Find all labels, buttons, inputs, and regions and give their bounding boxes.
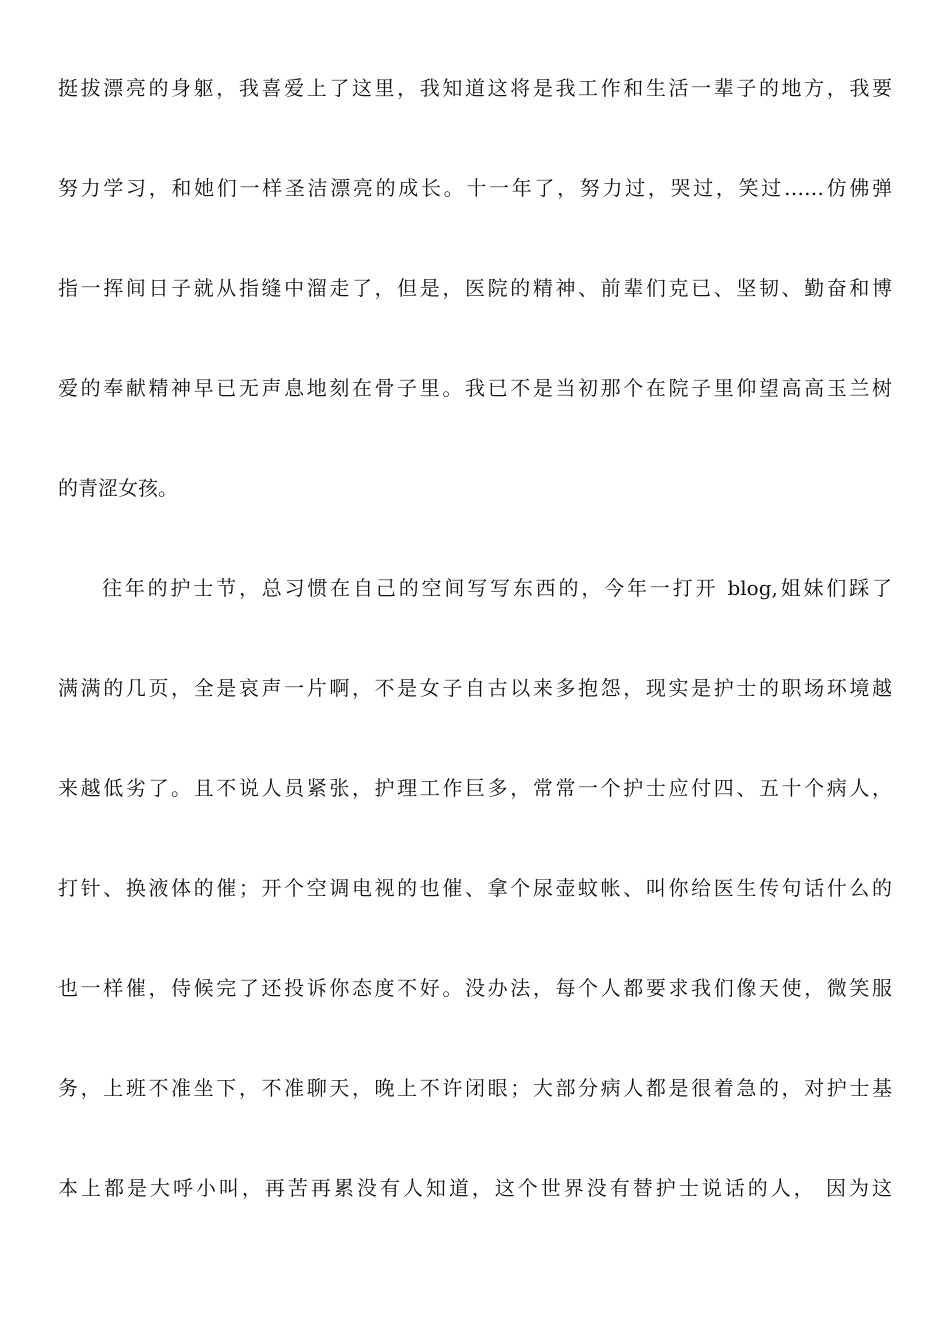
paragraph-1-line-5: 的青涩女孩。 — [58, 476, 178, 500]
paragraph-2-line-3: 来越低劣了。且不说人员紧张，护理工作巨多，常常一个护士应付四、五十个病人， — [58, 776, 892, 800]
paragraph-1-line-1: 挺拔漂亮的身躯，我喜爱上了这里，我知道这将是我工作和生活一辈子的地方，我要 — [58, 76, 892, 100]
paragraph-1-line-4: 爱的奉献精神早已无声息地刻在骨子里。我已不是当初那个在院子里仰望高高玉兰树 — [58, 376, 892, 400]
paragraph-2-line-2: 满满的几页，全是哀声一片啊，不是女子自古以来多抱怨，现实是护士的职场环境越 — [58, 676, 892, 700]
paragraph-2-line-1: 往年的护士节，总习惯在自己的空间写写东西的，今年一打开 blog,姐妹们踩了 — [102, 576, 892, 600]
paragraph-2-line-7: 本上都是大呼小叫，再苦再累没有人知道，这个世界没有替护士说话的人， 因为这 — [58, 1176, 892, 1200]
paragraph-2-line-5: 也一样催，侍候完了还投诉你态度不好。没办法，每个人都要求我们像天使，微笑服 — [58, 976, 892, 1000]
paragraph-2-line-6: 务，上班不准坐下，不准聊天，晚上不许闭眼；大部分病人都是很着急的，对护士基 — [58, 1076, 892, 1100]
paragraph-1-line-3: 指一挥间日子就从指缝中溜走了，但是，医院的精神、前辈们克已、坚韧、勤奋和博 — [58, 276, 892, 300]
paragraph-2-line-4: 打针、换液体的催；开个空调电视的也催、拿个尿壶蚊帐、叫你给医生传句话什么的 — [58, 876, 892, 900]
paragraph-1-line-2: 努力学习，和她们一样圣洁漂亮的成长。十一年了，努力过，哭过，笑过……仿佛弹 — [58, 176, 892, 200]
